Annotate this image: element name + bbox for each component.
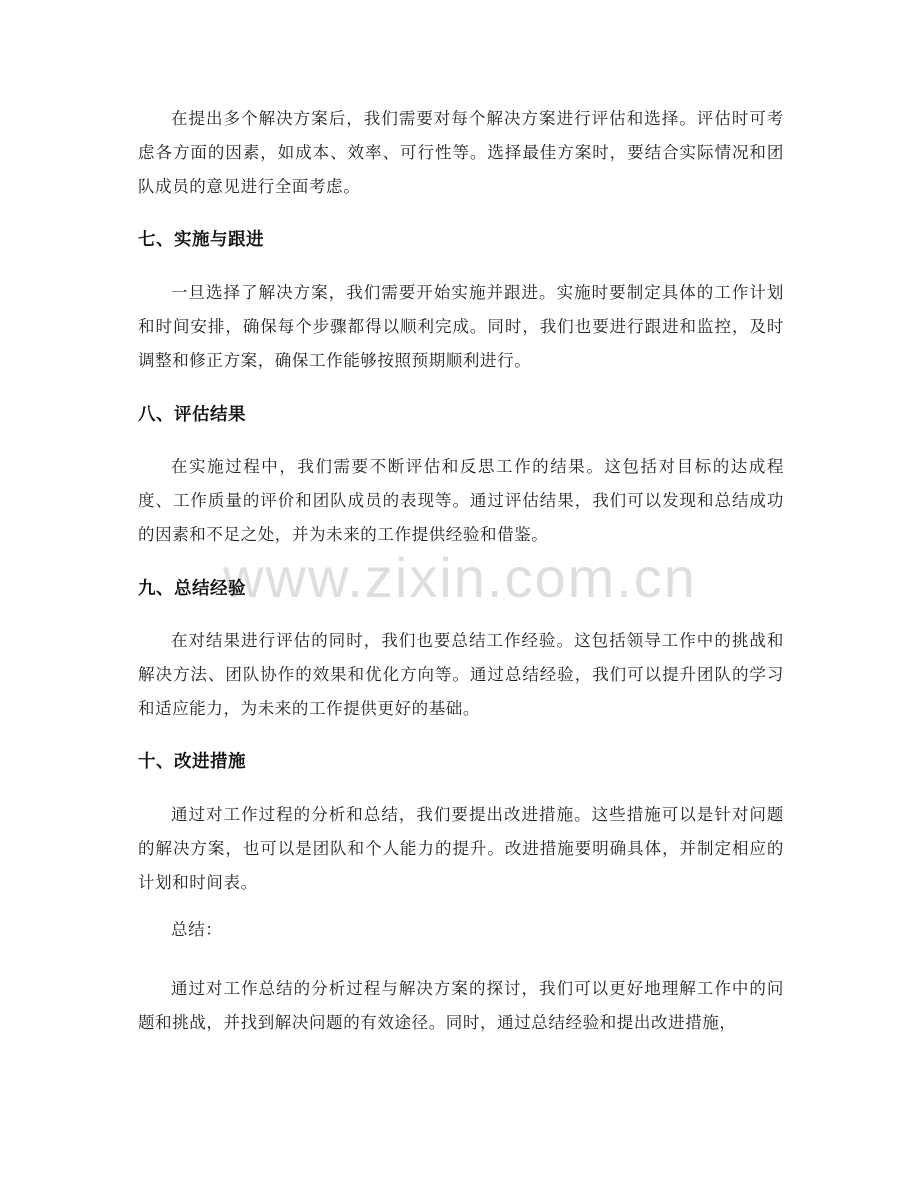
- paragraph-implement-follow-up: 一旦选择了解决方案，我们需要开始实施并跟进。实施时要制定具体的工作计划和时间安排，确保每个步骤都得以顺利完成。同时，我们也要进行跟进和监控，及时调整和修正方案，确保工作能够按照预期顺利进行。: [138, 283, 784, 370]
- heading-improvement-measures: 十、改进措施: [138, 752, 246, 772]
- heading-evaluate-results: 八、评估结果: [138, 405, 246, 425]
- paragraph-evaluate-results: 在实施过程中，我们需要不断评估和反思工作的结果。这包括对目标的达成程度、工作质量的评价和团队成员的表现等。通过评估结果，我们可以发现和总结成功的因素和不足之处，并为未来的工作提供经验和借鉴。: [138, 457, 784, 544]
- paragraph-summary-label: 总结：: [171, 920, 223, 939]
- paragraph-summary: 通过对工作总结的分析过程与解决方案的探讨，我们可以更好地理解工作中的问题和挑战，并找到解决问题的有效途径。同时，通过总结经验和提出改进措施，: [138, 979, 784, 1032]
- paragraph-summarize-experience: 在对结果进行评估的同时，我们也要总结工作经验。这包括领导工作中的挑战和解决方法、团队协作的效果和优化方向等。通过总结经验，我们可以提升团队的学习和适应能力，为未来的工作提供更好的基础。: [138, 631, 784, 718]
- watermark: www.zixin.com.cn: [223, 546, 697, 609]
- paragraph-evaluate-solutions: 在提出多个解决方案后，我们需要对每个解决方案进行评估和选择。评估时可考虑各方面的因素，如成本、效率、可行性等。选择最佳方案时，要结合实际情况和团队成员的意见进行全面考虑。: [138, 109, 784, 196]
- heading-implement-follow-up: 七、实施与跟进: [138, 230, 264, 250]
- heading-summarize-experience: 九、总结经验: [138, 579, 246, 599]
- paragraph-improvement-measures: 通过对工作过程的分析和总结，我们要提出改进措施。这些措施可以是针对问题的解决方案，也可以是团队和个人能力的提升。改进措施要明确具体，并制定相应的计划和时间表。: [138, 805, 784, 892]
